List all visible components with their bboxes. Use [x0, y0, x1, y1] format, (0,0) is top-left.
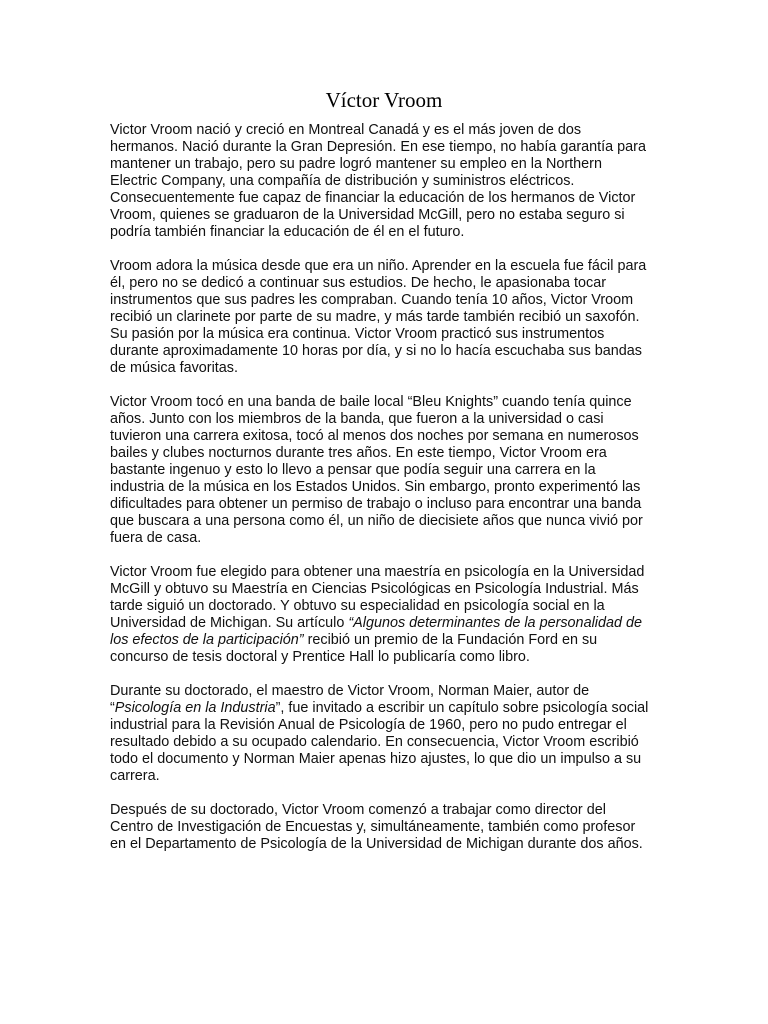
paragraph-doctorate-text-end: ”, fue invitado a escribir un capítulo sobre psicología social industrial para la Revisión Anual de Psicología de 1960, pero no pudo entregar el resultado debido a su ocupado calendario. En consecuencia, Victor Vroom escribió todo el documento y Norman Maier apenas hizo ajustes, lo que dio un impulso a su carrera. — [110, 700, 649, 784]
paragraph-early-life: Victor Vroom nació y creció en Montreal Canadá y es el más joven de dos hermanos. Nació durante la Gran Depresión. En ese tiempo, no había garantía para mantener un trabajo, pero su padre logró mantener su empleo en la Northern Electric Company, una compañía de distribución y suministros eléctricos. Consecuentemente fue capaz de financiar la educación de los hermanos de Victor Vroom, quienes se graduaron de la Universidad McGill, pero no estaba seguro si podría también financiar la educación de él en el futuro. — [110, 122, 646, 240]
paragraph-music: Vroom adora la música desde que era un niño. Aprender en la escuela fue fácil para él, pero no se dedicó a continuar sus estudios. De hecho, le apasionaba tocar instrumentos que sus padres les compraban. Cuando tenía 10 años, Victor Vroom recibió un clarinete por parte de su madre, y más tarde también recibió un saxofón. Su pasión por la música era continua. Victor Vroom practicó sus instrumentos durante aproximadamente 10 horas por día, y si no lo hacía escuchaba sus bandas de música favoritas. — [110, 258, 647, 376]
paragraph-doctorate — [110, 683, 650, 785]
document-body — [110, 122, 650, 870]
paragraph-band: Victor Vroom tocó en una banda de baile local “Bleu Knights” cuando tenía quince años. Junto con los miembros de la banda, que fueron a la universidad o casi tuvieron una carrera exitosa, tocó al menos dos noches por semana en numerosos bailes y clubes nocturnos durante tres años. En este tiempo, Victor Vroom era bastante ingenuo y esto lo llevo a pensar que podía seguir una carrera en la industria de la música en los Estados Unidos. Sin embargo, pronto experimentó las dificultades para obtener un permiso de trabajo o incluso para encontrar una banda que buscara a una persona como él, un niño de diecisiete años que nunca vivió por fuera de casa. — [110, 394, 643, 546]
page-title: Víctor Vroom — [325, 88, 443, 112]
paragraph-education-text-end: recibió un premio de la Fundación Ford en su concurso de tesis doctoral y Prentice Hall lo publicaría como libro. — [110, 632, 598, 665]
paragraph-career: Después de su doctorado, Victor Vroom comenzó a trabajar como director del Centro de Investigación de Encuestas y, simultáneamente, también como profesor en el Departamento de Psicología de la Universidad de Michigan durante dos años. — [110, 802, 643, 852]
book-title: Psicología en la Industria — [114, 700, 276, 716]
paragraph-doctorate-text-start: Durante su doctorado, el maestro de Victor Vroom, Norman Maier, autor de “ — [110, 683, 590, 716]
paragraph-education-text-start: Victor Vroom fue elegido para obtener una maestría en psicología en la Universidad McGill y obtuvo su Maestría en Ciencias Psicológicas en Psicología Industrial. Más tarde siguió un doctorado. Y obtuvo su especialidad en psicología social en la Universidad de Michigan. Su artículo — [110, 564, 645, 631]
article-title: “Algunos determinantes de la personalidad de los efectos de la participación” — [110, 615, 642, 648]
paragraph-education — [110, 564, 650, 666]
